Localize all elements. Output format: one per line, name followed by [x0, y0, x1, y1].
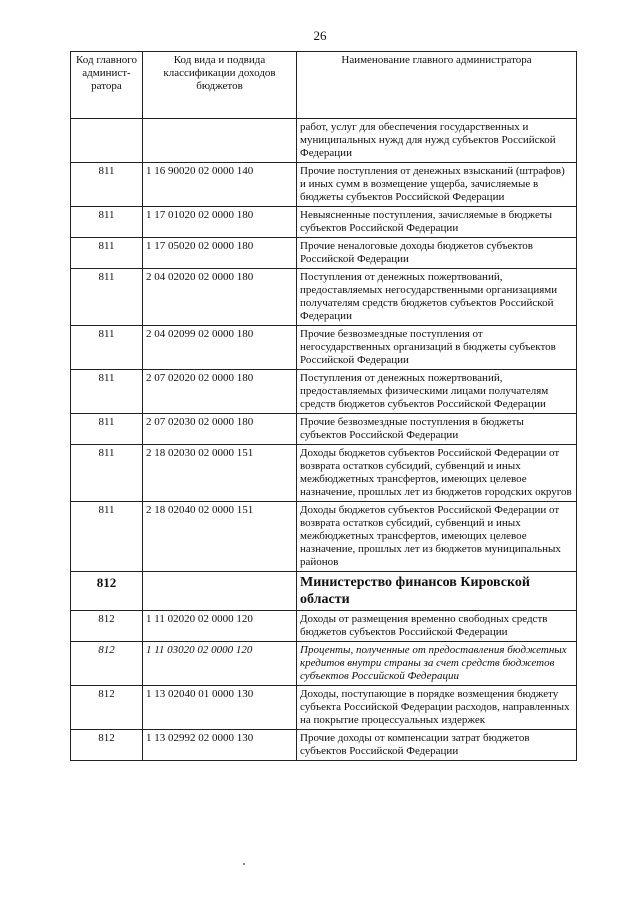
admin-code-cell: 812 — [71, 686, 143, 730]
admin-code-cell: 811 — [71, 370, 143, 414]
classification-code-cell: 1 13 02040 01 0000 130 — [143, 686, 297, 730]
admin-code-cell: 812 — [71, 642, 143, 686]
administrator-name-cell: Невыясненные поступления, зачисляемые в бюджеты субъектов Российской Федерации — [297, 207, 577, 238]
classification-code-cell: 1 13 02992 02 0000 130 — [143, 730, 297, 761]
table-row — [71, 163, 577, 207]
admin-code-cell: 811 — [71, 163, 143, 207]
administrator-name-cell: Доходы, поступающие в порядке возмещения бюджету субъекта Российской Федерации расходов, направленных на покрытие процессуальных издержек — [297, 686, 577, 730]
table-row — [71, 326, 577, 370]
admin-code-cell: 811 — [71, 238, 143, 269]
classification-code-cell: 1 17 01020 02 0000 180 — [143, 207, 297, 238]
classification-code-cell: 2 07 02030 02 0000 180 — [143, 414, 297, 445]
table-row — [71, 730, 577, 761]
table-body — [71, 119, 577, 761]
header-admin-code: Код главного админист-ратора — [71, 52, 143, 119]
administrator-name-cell: Прочие доходы от компенсации затрат бюджетов субъектов Российской Федерации — [297, 730, 577, 761]
admin-code-cell: 812 — [71, 572, 143, 611]
table-row — [71, 207, 577, 238]
table-row — [71, 370, 577, 414]
classification-code-cell: 2 18 02030 02 0000 151 — [143, 445, 297, 502]
header-administrator-name: Наименование главного администратора — [297, 52, 577, 119]
admin-code-cell: 812 — [71, 730, 143, 761]
classification-code-cell — [143, 572, 297, 611]
section-header-row — [71, 572, 577, 611]
classification-code-cell: 2 04 02020 02 0000 180 — [143, 269, 297, 326]
administrator-name-cell: Поступления от денежных пожертвований, предоставляемых негосударственными организациями получателям средств бюджетов субъектов Российской Федерации — [297, 269, 577, 326]
administrator-name-cell: Прочие поступления от денежных взысканий (штрафов) и иных сумм в возмещение ущерба, зачисляемые в бюджеты субъектов Российской Федерации — [297, 163, 577, 207]
table-row — [71, 642, 577, 686]
administrator-name-cell: Поступления от денежных пожертвований, предоставляемых физическими лицами получателям средств бюджетов субъектов Российской Федерации — [297, 370, 577, 414]
administrator-name-cell: Прочие безвозмездные поступления от негосударственных организаций в бюджеты субъектов Российской Федерации — [297, 326, 577, 370]
admin-code-cell: 811 — [71, 414, 143, 445]
classification-code-cell: 2 04 02099 02 0000 180 — [143, 326, 297, 370]
classification-code-cell: 2 07 02020 02 0000 180 — [143, 370, 297, 414]
classification-code-cell — [143, 119, 297, 163]
table-header-row — [71, 52, 577, 119]
scan-speck — [243, 863, 245, 865]
table-row — [71, 502, 577, 572]
table-row — [71, 414, 577, 445]
administrator-name-cell: Доходы от размещения временно свободных средств бюджетов субъектов Российской Федерации — [297, 611, 577, 642]
classification-code-cell: 1 17 05020 02 0000 180 — [143, 238, 297, 269]
classification-code-cell: 1 11 03020 02 0000 120 — [143, 642, 297, 686]
administrator-name-cell: Доходы бюджетов субъектов Российской Федерации от возврата остатков субсидий, субвенций и иных межбюджетных трансфертов, имеющих целевое назначение, прошлых лет из бюджетов муниципальных районов — [297, 502, 577, 572]
admin-code-cell: 811 — [71, 269, 143, 326]
administrator-name-cell: работ, услуг для обеспечения государственных и муниципальных нужд для нужд субъектов Российской Федерации — [297, 119, 577, 163]
admin-code-cell: 811 — [71, 326, 143, 370]
administrator-name-cell: Доходы бюджетов субъектов Российской Федерации от возврата остатков субсидий, субвенций и иных межбюджетных трансфертов, имеющих целевое назначение, прошлых лет из бюджетов городских округов — [297, 445, 577, 502]
admin-code-cell — [71, 119, 143, 163]
revenue-administrators-table — [70, 51, 577, 761]
classification-code-cell: 1 16 90020 02 0000 140 — [143, 163, 297, 207]
admin-code-cell: 812 — [71, 611, 143, 642]
classification-code-cell: 2 18 02040 02 0000 151 — [143, 502, 297, 572]
administrator-name-cell: Проценты, полученные от предоставления бюджетных кредитов внутри страны за счет средств бюджетов субъектов Российской Федерации — [297, 642, 577, 686]
table-row — [71, 686, 577, 730]
admin-code-cell: 811 — [71, 207, 143, 238]
admin-code-cell: 811 — [71, 502, 143, 572]
administrator-name-cell: Прочие безвозмездные поступления в бюджеты субъектов Российской Федерации — [297, 414, 577, 445]
table-row — [71, 238, 577, 269]
page-number: 26 — [313, 28, 327, 43]
administrator-name-cell: Прочие неналоговые доходы бюджетов субъектов Российской Федерации — [297, 238, 577, 269]
table-row — [71, 119, 577, 163]
administrator-name-cell: Министерство финансов Кировской области — [297, 572, 577, 611]
admin-code-cell: 811 — [71, 445, 143, 502]
table-row — [71, 611, 577, 642]
header-classification-code: Код вида и подвида классификации доходов бюджетов — [143, 52, 297, 119]
table-row — [71, 269, 577, 326]
classification-code-cell: 1 11 02020 02 0000 120 — [143, 611, 297, 642]
table-row — [71, 445, 577, 502]
